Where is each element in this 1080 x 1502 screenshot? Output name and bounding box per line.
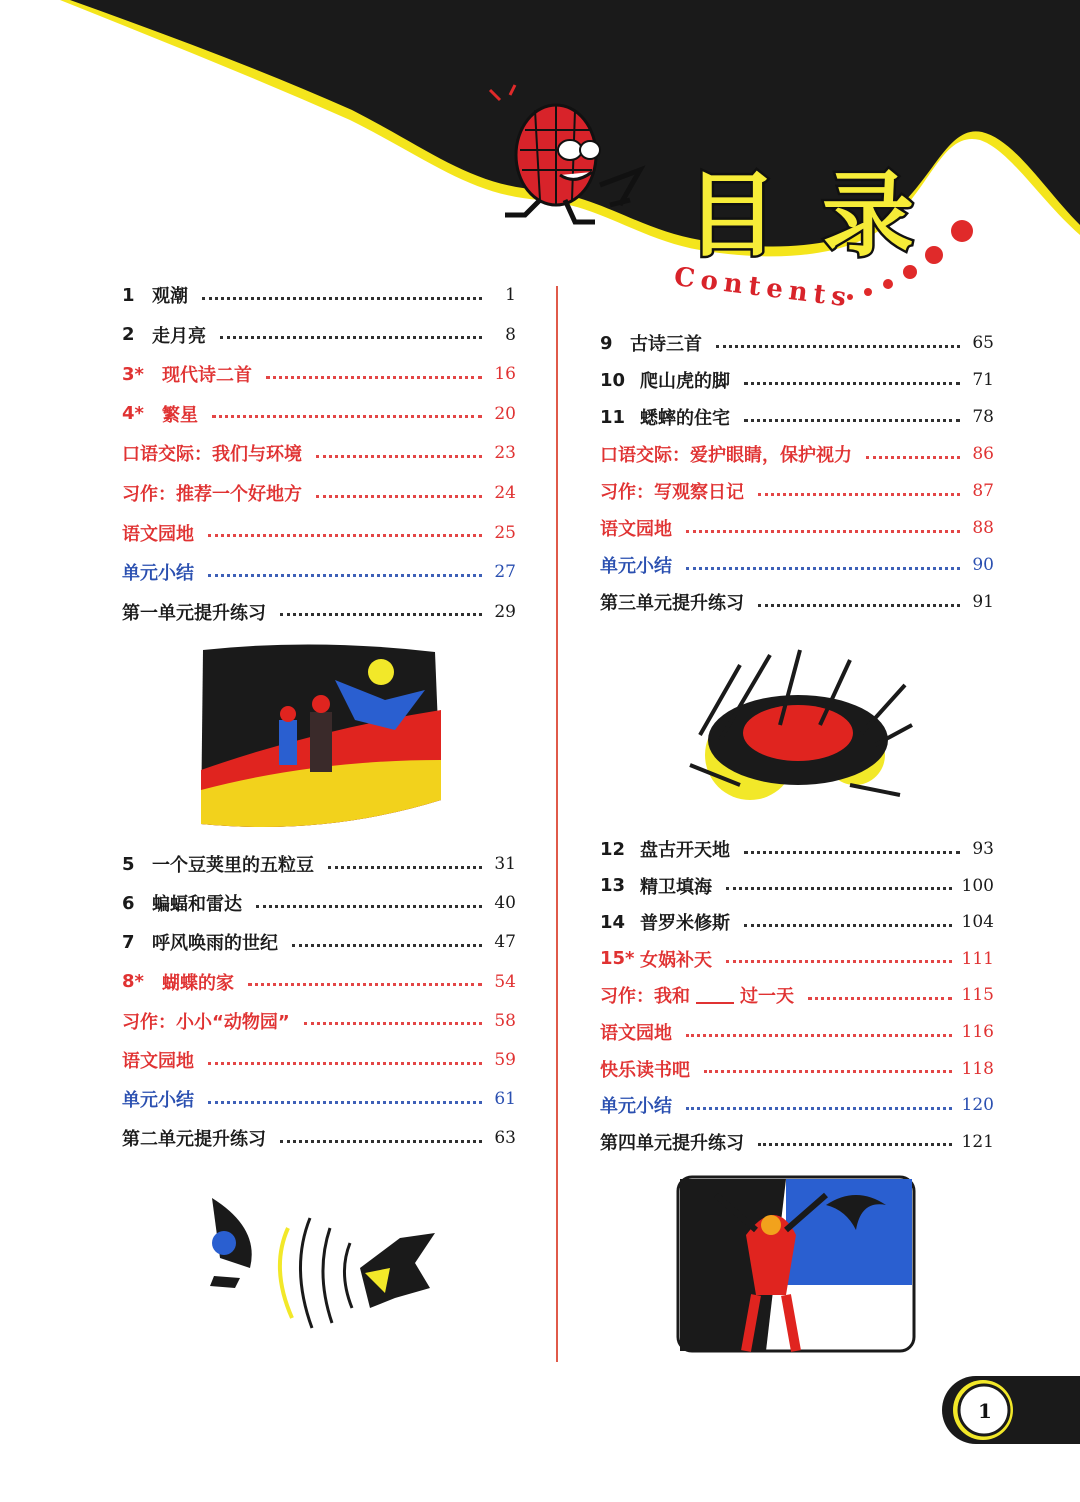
- column-divider: [556, 286, 558, 1362]
- toc-entry-page: 88: [972, 518, 994, 538]
- toc-entry-title: 习作：我和: [600, 986, 690, 1008]
- dot: [883, 279, 893, 289]
- toc-entry[interactable]: [122, 1085, 516, 1113]
- toc-entry[interactable]: [600, 1091, 994, 1119]
- toc-entry[interactable]: [122, 889, 516, 917]
- toc-entry-page: 25: [494, 522, 516, 543]
- toc-entry-page: 100: [961, 875, 994, 896]
- toc-entry[interactable]: [600, 872, 994, 900]
- toc-entry[interactable]: [122, 1046, 516, 1074]
- dot-leader: [304, 1022, 482, 1025]
- dot-leader: [758, 1143, 952, 1146]
- toc-entry-title: 语文园地: [122, 523, 194, 545]
- toc-entry[interactable]: [122, 519, 516, 547]
- toc-entry-page: 120: [961, 1095, 994, 1116]
- toc-entry-title-suffix: 过一天: [740, 986, 794, 1008]
- toc-entry-title: 繁星: [162, 404, 198, 426]
- toc-entry-title: 习作：推荐一个好地方: [122, 484, 302, 505]
- toc-entry-page: 86: [972, 444, 994, 464]
- toc-entry[interactable]: [600, 551, 994, 579]
- toc-entry-title: 习作：小小“动物园”: [122, 1011, 290, 1033]
- toc-entry-number: 10: [600, 369, 626, 391]
- toc-entry-title: 第一单元提升练习: [122, 602, 266, 624]
- toc-entry-page: 31: [494, 854, 516, 874]
- toc-left-bottom: [122, 850, 516, 1160]
- toc-entry[interactable]: [122, 598, 516, 626]
- toc-entry-title: 口语交际：爱护眼睛，保护视力: [600, 445, 852, 466]
- toc-entry-title: 第三单元提升练习: [600, 593, 744, 614]
- toc-entry[interactable]: [600, 329, 994, 357]
- toc-entry[interactable]: [122, 400, 516, 428]
- toc-left-top: [122, 281, 516, 624]
- dot-leader: [316, 455, 482, 458]
- toc-entry[interactable]: [600, 945, 994, 973]
- toc-entry-page: 116: [961, 1022, 994, 1042]
- toc-entry-title: 精卫填海: [640, 876, 712, 898]
- toc-entry[interactable]: [600, 981, 994, 1009]
- toc-entry-page: 111: [961, 948, 994, 969]
- toc-entry-page: 90: [972, 555, 994, 575]
- toc-entry-title: 普罗米修斯: [640, 913, 730, 935]
- toc-entry-page: 47: [494, 932, 516, 953]
- dot-leader: [744, 851, 960, 854]
- dot-leader: [744, 419, 960, 422]
- toc-entry[interactable]: [122, 1124, 516, 1152]
- toc-entry[interactable]: [122, 439, 516, 467]
- toc-entry-number: 9: [600, 332, 613, 354]
- toc-entry-number: 6: [122, 892, 135, 914]
- toc-entry-page: 24: [494, 483, 516, 503]
- toc-entry-page: 71: [972, 370, 994, 390]
- dot-leader: [686, 567, 960, 570]
- dot-leader: [220, 336, 482, 339]
- toc-entry-title: 蟋蟀的住宅: [640, 408, 730, 429]
- toc-entry-number: 11: [600, 406, 626, 428]
- dot-leader: [256, 905, 482, 908]
- toc-entry-number: 4*: [122, 403, 144, 425]
- contents-subtitle: Contents: [672, 262, 854, 314]
- toc-entry-page: 78: [972, 407, 994, 427]
- toc-entry[interactable]: [122, 281, 516, 309]
- toc-entry[interactable]: [600, 514, 994, 542]
- toc-entry[interactable]: [122, 360, 516, 388]
- dot-leader: [726, 887, 952, 890]
- dot-leader: [726, 960, 952, 963]
- toc-entry[interactable]: [122, 928, 516, 956]
- toc-entry-title: 走月亮: [152, 325, 206, 347]
- toc-entry-page: 121: [961, 1131, 994, 1152]
- toc-entry-page: 58: [494, 1010, 516, 1031]
- dot-leader: [202, 297, 482, 300]
- toc-entry[interactable]: [600, 1128, 994, 1156]
- toc-entry-number: 15*: [600, 948, 635, 970]
- prometheus-illustration: [676, 1175, 916, 1353]
- bat-radar-illustration: [200, 1188, 445, 1348]
- toc-entry-title: 爬山虎的脚: [640, 371, 730, 392]
- dot-leader: [704, 1070, 952, 1073]
- toc-entry-title: 盘古开天地: [640, 840, 730, 861]
- toc-entry-page: 87: [972, 481, 994, 501]
- dot-leader: [686, 1034, 952, 1037]
- toc-entry-title: 现代诗二首: [162, 365, 252, 387]
- dot: [951, 220, 973, 242]
- toc-entry-number: 8*: [122, 971, 144, 993]
- toc-entry[interactable]: [600, 403, 994, 431]
- dot-leader: [208, 574, 482, 577]
- moonlight-walk-illustration: [195, 640, 443, 830]
- dot-leader: [866, 456, 960, 459]
- toc-entry-title: 语文园地: [600, 1023, 672, 1044]
- dot-leader: [686, 1107, 952, 1110]
- toc-entry-title: 习作：写观察日记: [600, 482, 744, 503]
- toc-entry-title: 蝴蝶的家: [162, 972, 234, 994]
- toc-entry-page: 115: [961, 985, 994, 1006]
- toc-entry[interactable]: [600, 1018, 994, 1046]
- cricket-nest-illustration: [680, 645, 915, 805]
- toc-entry-page: 118: [961, 1058, 994, 1079]
- dot-leader: [208, 1062, 482, 1065]
- toc-entry[interactable]: [122, 558, 516, 586]
- dot-leader: [292, 944, 482, 947]
- dot-leader: [248, 983, 482, 986]
- toc-entry-number: 13: [600, 875, 626, 897]
- toc-entry-page: 54: [494, 971, 516, 992]
- toc-entry-title: 呼风唤雨的世纪: [152, 933, 278, 955]
- dot-leader: [208, 1101, 482, 1104]
- toc-entry-page: 104: [961, 912, 994, 933]
- toc-entry[interactable]: [600, 908, 994, 936]
- dot-leader: [744, 924, 952, 927]
- toc-entry-title: 古诗三首: [630, 334, 702, 355]
- toc-entry-page: 29: [494, 601, 516, 622]
- toc-entry[interactable]: [122, 1007, 516, 1035]
- toc-entry[interactable]: [600, 440, 994, 468]
- toc-entry[interactable]: [600, 835, 994, 863]
- toc-entry-number: 14: [600, 911, 626, 933]
- toc-entry-number: 3*: [122, 363, 144, 385]
- dot: [864, 288, 872, 296]
- toc-entry-page: 16: [494, 364, 516, 385]
- toc-entry-number: 12: [600, 838, 626, 860]
- title-char: 目: [686, 162, 783, 269]
- toc-entry-title: 蝙蝠和雷达: [152, 894, 242, 916]
- dot: [925, 246, 943, 264]
- toc-entry-page: 1: [505, 285, 516, 305]
- dot-leader: [212, 415, 482, 418]
- toc-entry-title: 口语交际：我们与环境: [122, 444, 302, 466]
- toc-entry[interactable]: [600, 477, 994, 505]
- dot-leader: [744, 382, 960, 385]
- toc-entry-page: 61: [494, 1089, 516, 1110]
- dot-leader: [716, 345, 960, 348]
- dot-leader: [208, 534, 482, 537]
- toc-entry-title: 观潮: [152, 286, 188, 307]
- dot-leader: [808, 997, 952, 1000]
- toc-entry-number: 2: [122, 324, 135, 346]
- toc-entry-number: 7: [122, 931, 135, 953]
- toc-entry-number: 5: [122, 853, 135, 875]
- toc-entry[interactable]: [122, 968, 516, 996]
- toc-entry-page: 8: [505, 324, 516, 345]
- toc-entry-title: 语文园地: [600, 519, 672, 540]
- toc-entry-title: 单元小结: [600, 1096, 672, 1118]
- toc-entry-title: 一个豆荚里的五粒豆: [152, 855, 314, 876]
- toc-entry-page: 63: [494, 1128, 516, 1149]
- toc-entry-page: 27: [494, 562, 516, 583]
- toc-entry-title: 女娲补天: [640, 949, 712, 971]
- toc-entry-title: 单元小结: [122, 563, 194, 585]
- toc-right-bottom: [600, 835, 994, 1165]
- dot-leader: [758, 493, 960, 496]
- toc-entry-title: 语文园地: [122, 1051, 194, 1072]
- toc-entry-title: 快乐读书吧: [600, 1059, 690, 1081]
- toc-entry[interactable]: [122, 850, 516, 878]
- toc-entry[interactable]: [122, 479, 516, 507]
- toc-entry-page: 23: [494, 443, 516, 464]
- title-char: 录: [822, 162, 919, 269]
- toc-entry[interactable]: [600, 1055, 994, 1083]
- page-title: [686, 142, 918, 274]
- dot-leader: [316, 495, 482, 498]
- toc-entry[interactable]: [600, 588, 994, 616]
- dot-leader: [280, 613, 482, 616]
- toc-entry-title: 单元小结: [600, 556, 672, 577]
- toc-entry-page: 40: [494, 893, 516, 914]
- toc-entry-page: 93: [972, 839, 994, 859]
- toc-entry[interactable]: [600, 366, 994, 394]
- toc-entry-number: 1: [122, 284, 135, 306]
- toc-entry-page: 65: [972, 333, 994, 353]
- dot-leader: [758, 604, 960, 607]
- dot-leader: [280, 1140, 482, 1143]
- toc-right-top: [600, 329, 994, 629]
- toc-entry-page: 59: [494, 1050, 516, 1070]
- fill-in-blank: [696, 986, 734, 1004]
- toc-entry-title: 第四单元提升练习: [600, 1132, 744, 1154]
- toc-entry-title: 单元小结: [122, 1090, 194, 1112]
- dot-leader: [686, 530, 960, 533]
- toc-entry-title: 第二单元提升练习: [122, 1129, 266, 1151]
- dot-leader: [328, 866, 482, 869]
- toc-entry-page: 91: [972, 592, 994, 612]
- page-number: 1: [978, 1399, 992, 1423]
- toc-entry-page: 20: [494, 403, 516, 424]
- dot-leader: [266, 376, 482, 379]
- toc-entry[interactable]: [122, 321, 516, 349]
